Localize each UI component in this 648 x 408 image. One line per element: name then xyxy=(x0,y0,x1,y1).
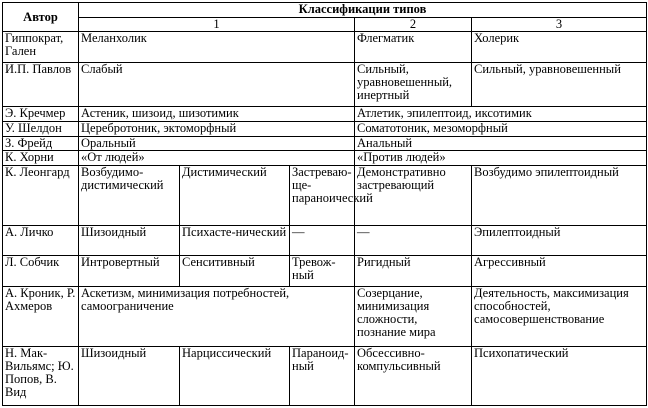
author-cell: Н. Мак-Вильямс; Ю. Попов, В. Вид xyxy=(3,346,79,405)
type-cell-3: Эпилептоидный xyxy=(472,225,647,256)
type-cell-2: Ригидный xyxy=(355,256,472,287)
type-cell-1: «От людей» xyxy=(79,151,355,166)
type-cell-2-3: Анальный xyxy=(355,136,647,151)
author-cell: И.П. Павлов xyxy=(3,62,79,106)
table-row xyxy=(3,346,647,405)
type-cell-1c: Застреваю-ще-параноический xyxy=(290,166,355,226)
table-row xyxy=(3,256,647,287)
type-cell-1c: — xyxy=(290,225,355,256)
column-number-3: 3 xyxy=(472,17,647,32)
author-cell: У. Шелдон xyxy=(3,121,79,136)
classification-table xyxy=(2,2,647,406)
type-cell-3: Возбудимо эпилептоидный xyxy=(472,166,647,226)
author-cell: Э. Кречмер xyxy=(3,107,79,122)
table-row xyxy=(3,107,647,122)
table-row xyxy=(3,286,647,346)
type-cell-1: Церебротоник, эктоморфный xyxy=(79,121,355,136)
table-row xyxy=(3,225,647,256)
type-cell-2: — xyxy=(355,225,472,256)
type-cell-2-3: Соматотоник, мезоморфный xyxy=(355,121,647,136)
author-cell: Гиппократ, Гален xyxy=(3,32,79,63)
table-row xyxy=(3,166,647,226)
type-cell-1a: Шизоидный xyxy=(79,225,180,256)
type-cell-3: Деятельность, максимизация способностей, самосовершенствование xyxy=(472,286,647,346)
type-cell-2: Обсессивно-компульсивный xyxy=(355,346,472,405)
table-row xyxy=(3,136,647,151)
header-row xyxy=(3,3,647,18)
author-cell: Л. Собчик xyxy=(3,256,79,287)
type-cell-1b: Дистимический xyxy=(180,166,290,226)
type-cell-1: Меланхолик xyxy=(79,32,355,63)
column-number-1: 1 xyxy=(79,17,355,32)
author-cell: А. Личко xyxy=(3,225,79,256)
type-cell-1: Слабый xyxy=(79,62,355,106)
type-cell-1b: Психасте-нический xyxy=(180,225,290,256)
type-cell-1a: Возбудимо-дистимический xyxy=(79,166,180,226)
table-row xyxy=(3,151,647,166)
type-cell-1c: Параноид-ный xyxy=(290,346,355,405)
table-row xyxy=(3,62,647,106)
type-cell-2: Созерцание, минимизация сложности, познание мира xyxy=(355,286,472,346)
type-cell-1: Оральный xyxy=(79,136,355,151)
type-cell-3: Сильный, уравновешенный xyxy=(472,62,647,106)
type-cell-2: Флегматик xyxy=(355,32,472,63)
type-cell-3: Холерик xyxy=(472,32,647,63)
type-cell-1: Аскетизм, минимизация потребностей, самоограничение xyxy=(79,286,355,346)
column-number-2: 2 xyxy=(355,17,472,32)
classifications-header: Классификации типов xyxy=(79,3,647,18)
type-cell-1c: Тревож-ный xyxy=(290,256,355,287)
type-cell-1: Астеник, шизоид, шизотимик xyxy=(79,107,355,122)
type-cell-1a: Интровертный xyxy=(79,256,180,287)
author-column-header: Автор xyxy=(3,3,79,32)
type-cell-3: Агрессивный xyxy=(472,256,647,287)
column-number-row xyxy=(3,17,647,32)
type-cell-1b: Нарциссический xyxy=(180,346,290,405)
type-cell-2: Сильный, уравновешенный, инертный xyxy=(355,62,472,106)
author-cell: К. Хорни xyxy=(3,151,79,166)
type-cell-2-3: Атлетик, эпилептоид, иксотимик xyxy=(355,107,647,122)
author-cell: З. Фрейд xyxy=(3,136,79,151)
table-row xyxy=(3,121,647,136)
type-cell-3: Психопатический xyxy=(472,346,647,405)
table-row xyxy=(3,32,647,63)
author-cell: К. Леонгард xyxy=(3,166,79,226)
type-cell-1a: Шизоидный xyxy=(79,346,180,405)
type-cell-2-3: «Против людей» xyxy=(355,151,647,166)
type-cell-2: Демонстративно застревающий xyxy=(355,166,472,226)
type-cell-1b: Сенситивный xyxy=(180,256,290,287)
author-cell: А. Кроник, Р. Ахмеров xyxy=(3,286,79,346)
